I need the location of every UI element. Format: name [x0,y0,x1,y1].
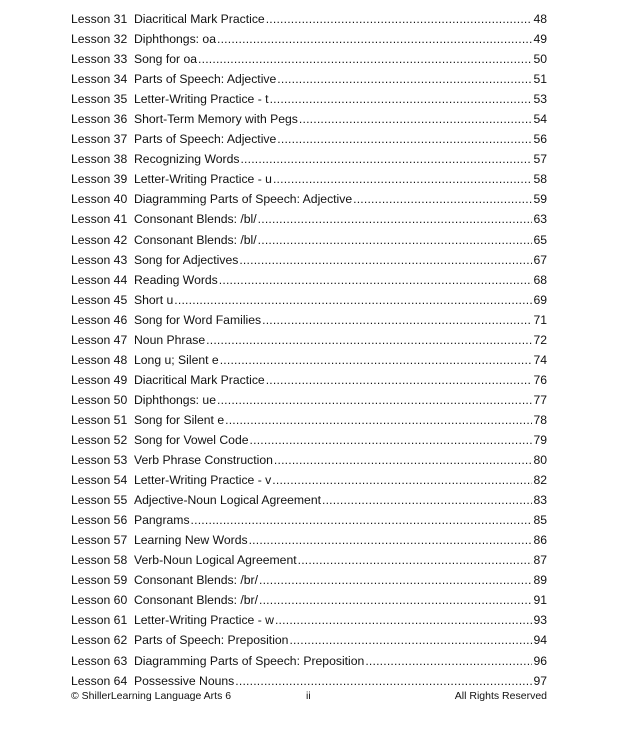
lesson-title: Letter-Writing Practice - t [134,92,269,107]
page-number: 49 [533,32,547,47]
lesson-number: Lesson 64 [71,673,128,688]
toc-entry [71,189,547,209]
lesson-number: Lesson 56 [71,513,128,528]
lesson-number: Lesson 57 [71,533,128,548]
toc-entry [71,209,547,229]
lesson-number: Lesson 60 [71,593,128,608]
dot-leader [240,149,532,169]
lesson-title: Short-Term Memory with Pegs [134,112,298,127]
toc-entry [71,410,547,430]
dot-leader [353,189,532,209]
page-number: 83 [533,493,547,508]
lesson-number: Lesson 47 [71,332,128,347]
page-number: 97 [533,673,547,688]
toc-entry [71,350,547,370]
lesson-title: Parts of Speech: Adjective [134,72,277,87]
lesson-number: Lesson 55 [71,493,128,508]
lesson-number: Lesson 53 [71,453,128,468]
dot-leader [266,9,533,29]
lesson-title: Parts of Speech: Preposition [134,633,289,648]
lesson-number: Lesson 58 [71,553,128,568]
page-number: 76 [533,372,547,387]
lesson-number: Lesson 61 [71,613,128,628]
footer-copyright: © ShillerLearning Language Arts 6 [71,690,232,702]
toc-entry [71,29,547,49]
lesson-title: Diagramming Parts of Speech: Adjective [134,192,353,207]
lesson-title: Verb Phrase Construction [134,453,273,468]
lesson-title: Learning New Words [134,533,248,548]
page-number: 68 [533,272,547,287]
lesson-title: Possessive Nouns [134,673,235,688]
lesson-number: Lesson 38 [71,152,128,167]
page-number: 79 [533,432,547,447]
dot-leader [235,671,532,691]
dot-leader [272,470,532,490]
lesson-number: Lesson 62 [71,633,128,648]
lesson-number: Lesson 45 [71,292,128,307]
lesson-number: Lesson 40 [71,192,128,207]
lesson-title: Diphthongs: ue [134,392,216,407]
toc-entry [71,590,547,610]
lesson-number: Lesson 50 [71,392,128,407]
toc-entry [71,630,547,650]
toc-entry [71,550,547,570]
page-number: 72 [533,332,547,347]
lesson-title: Adjective-Noun Logical Agreement [134,493,321,508]
toc-entry [71,430,547,450]
lesson-number: Lesson 39 [71,172,128,187]
lesson-title: Noun Phrase [134,332,206,347]
table-of-contents [71,9,547,691]
dot-leader [298,550,533,570]
lesson-number: Lesson 34 [71,72,128,87]
page-number: 78 [533,412,547,427]
lesson-title: Consonant Blends: /bl/ [134,232,257,247]
dot-leader [322,490,532,510]
toc-entry [71,470,547,490]
page-number: 57 [533,152,547,167]
footer-page-number: ii [306,690,311,702]
toc-entry [71,651,547,671]
lesson-title: Song for oa [134,52,198,67]
dot-leader [275,610,532,630]
page-number: 65 [533,232,547,247]
lesson-number: Lesson 44 [71,272,128,287]
toc-entry [71,49,547,69]
dot-leader [277,129,532,149]
dot-leader [274,450,533,470]
lesson-number: Lesson 63 [71,653,128,668]
dot-leader [219,270,533,290]
dot-leader [250,430,533,450]
page-number: 48 [533,12,547,26]
lesson-number: Lesson 33 [71,52,128,67]
lesson-number: Lesson 49 [71,372,128,387]
lesson-title: Consonant Blends: /bl/ [134,212,257,227]
toc-entry [71,450,547,470]
lesson-number: Lesson 48 [71,352,128,367]
page-number: 54 [533,112,547,127]
toc-entry [71,9,547,29]
toc-entry [71,370,547,390]
dot-leader [289,630,532,650]
toc-entry [71,671,547,691]
page-number: 80 [533,453,547,468]
page-number: 58 [533,172,547,187]
toc-entry [71,490,547,510]
toc-entry [71,230,547,250]
lesson-number: Lesson 35 [71,92,128,107]
lesson-title: Reading Words [134,272,218,287]
dot-leader [266,370,533,390]
dot-leader [206,330,532,350]
dot-leader [217,390,532,410]
lesson-number: Lesson 36 [71,112,128,127]
dot-leader [273,169,532,189]
lesson-number: Lesson 31 [71,12,128,26]
lesson-title: Verb-Noun Logical Agreement [134,553,297,568]
dot-leader [258,209,533,229]
dot-leader [270,89,533,109]
page-number: 86 [533,533,547,548]
page-number: 53 [533,92,547,107]
lesson-title: Pangrams [134,513,190,528]
lesson-title: Long u; Silent e [134,352,219,367]
toc-entry [71,129,547,149]
page-number: 69 [533,292,547,307]
lesson-title: Song for Adjectives [134,252,239,267]
lesson-title: Diacritical Mark Practice [134,372,265,387]
toc-entry [71,330,547,350]
lesson-number: Lesson 41 [71,212,128,227]
page-number: 74 [533,352,547,367]
toc-entry [71,610,547,630]
page-number: 93 [533,613,547,628]
toc-entry [71,390,547,410]
toc-entry [71,250,547,270]
dot-leader [249,530,533,550]
page-number: 89 [533,573,547,588]
dot-leader [259,570,532,590]
dot-leader [217,29,532,49]
lesson-title: Song for Vowel Code [134,432,249,447]
toc-entry [71,89,547,109]
footer-rights: All Rights Reserved [454,690,547,702]
dot-leader [239,250,532,270]
toc-entry [71,570,547,590]
lesson-title: Song for Word Families [134,312,262,327]
page-number: 91 [533,593,547,608]
lesson-number: Lesson 46 [71,312,128,327]
page-number: 51 [533,72,547,87]
dot-leader [258,230,533,250]
page-number: 77 [533,392,547,407]
lesson-number: Lesson 51 [71,412,128,427]
page-number: 82 [533,473,547,488]
dot-leader [277,69,532,89]
lesson-title: Consonant Blends: /br/ [134,573,258,588]
dot-leader [225,410,532,430]
toc-entry [71,149,547,169]
toc-entry [71,270,547,290]
lesson-number: Lesson 59 [71,573,128,588]
lesson-number: Lesson 43 [71,252,128,267]
dot-leader [198,49,532,69]
dot-leader [259,590,532,610]
toc-entry [71,169,547,189]
toc-entry [71,310,547,330]
page-number: 96 [533,653,547,668]
lesson-number: Lesson 37 [71,132,128,147]
page-number: 67 [533,252,547,267]
lesson-title: Diacritical Mark Practice [134,12,265,26]
dot-leader [262,310,532,330]
page-number: 63 [533,212,547,227]
lesson-number: Lesson 54 [71,473,128,488]
lesson-title: Recognizing Words [134,152,240,167]
dot-leader [191,510,533,530]
lesson-title: Diagramming Parts of Speech: Preposition [134,653,365,668]
page-number: 59 [533,192,547,207]
page-number: 50 [533,52,547,67]
toc-entry [71,510,547,530]
dot-leader [299,109,533,129]
page-footer [71,690,547,702]
page-number: 94 [533,633,547,648]
lesson-number: Lesson 32 [71,32,128,47]
dot-leader [220,350,533,370]
lesson-title: Consonant Blends: /br/ [134,593,258,608]
lesson-title: Parts of Speech: Adjective [134,132,277,147]
lesson-title: Letter-Writing Practice - u [134,172,272,187]
toc-entry [71,69,547,89]
lesson-title: Diphthongs: oa [134,32,216,47]
toc-entry [71,290,547,310]
dot-leader [365,651,532,671]
lesson-title: Short u [134,292,174,307]
page-number: 56 [533,132,547,147]
toc-entry [71,530,547,550]
lesson-number: Lesson 42 [71,232,128,247]
lesson-title: Letter-Writing Practice - v [134,473,272,488]
lesson-title: Letter-Writing Practice - w [134,613,274,628]
page-number: 87 [533,553,547,568]
lesson-title: Song for Silent e [134,412,225,427]
page-number: 85 [533,513,547,528]
page-number: 71 [533,312,547,327]
dot-leader [174,290,532,310]
lesson-number: Lesson 52 [71,432,128,447]
toc-entry [71,109,547,129]
